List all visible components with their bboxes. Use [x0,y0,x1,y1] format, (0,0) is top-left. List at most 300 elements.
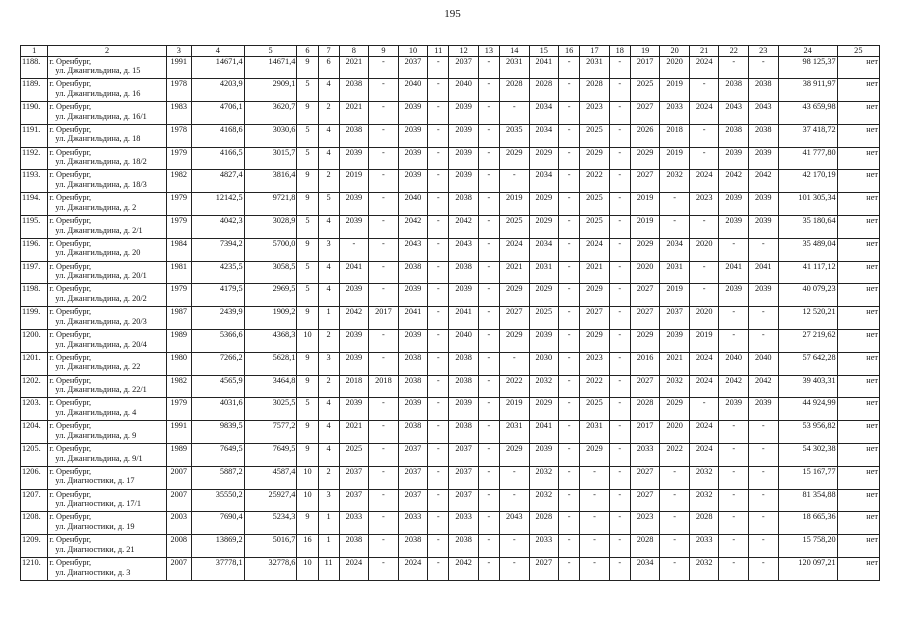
column-header: 16 [559,46,580,57]
table-row [21,124,880,147]
address-city: г. Оренбург, [49,375,92,385]
cell-c11: - [428,444,449,467]
cell-c17: 2029 [580,284,610,307]
cell-c9: - [369,56,399,79]
address-street: ул. Джангильдина, д. 20 [55,248,141,258]
cell-c20: 2034 [660,238,690,261]
column-header: 22 [719,46,749,57]
cell-c21: 2019 [689,330,719,353]
cell-c22: 2038 [719,124,749,147]
cell-s1: 4235,5 [191,261,244,284]
cell-e: 2 [318,330,339,353]
cell-c9: - [369,489,399,512]
cell-c24: 15 758,20 [778,535,837,558]
column-header: 11 [428,46,449,57]
cell-c24: 57 642,28 [778,352,837,375]
row-number: 1189. [21,79,48,102]
page-number: 195 [444,8,461,20]
column-header: 8 [339,46,369,57]
cell-s1: 4827,4 [191,170,244,193]
cell-c15: 2029 [529,216,559,239]
cell-c25: нет [837,238,879,261]
cell-c15: 2034 [529,124,559,147]
cell-c13: - [478,444,499,467]
row-number: 1197. [21,261,48,284]
cell-c17: 2025 [580,398,610,421]
cell-c8: 2039 [339,193,369,216]
cell-c18: - [609,238,630,261]
cell-s1: 9839,5 [191,421,244,444]
cell-c9: - [369,466,399,489]
cell-c16: - [559,535,580,558]
cell-c19: 2025 [630,79,660,102]
cell-c8: 2021 [339,102,369,125]
cell-e: 4 [318,79,339,102]
cell-c20: - [660,466,690,489]
cell-c18: - [609,330,630,353]
cell-c19: 2028 [630,535,660,558]
cell-c24: 41 117,12 [778,261,837,284]
cell-s1: 7394,2 [191,238,244,261]
cell-c25: нет [837,535,879,558]
cell-e: 11 [318,558,339,581]
cell-c19: 2020 [630,261,660,284]
cell-c18: - [609,193,630,216]
cell-c15: 2032 [529,489,559,512]
cell-c23: - [749,421,779,444]
cell-c9: - [369,124,399,147]
cell-c13: - [478,330,499,353]
cell-e: 4 [318,284,339,307]
cell-c13: - [478,284,499,307]
cell-s1: 4203,9 [191,79,244,102]
cell-c25: нет [837,466,879,489]
cell-c16: - [559,124,580,147]
cell-c25: нет [837,558,879,581]
cell-c9: - [369,352,399,375]
cell-c10: 2024 [398,558,428,581]
cell-f: 9 [297,512,318,535]
table-row [21,261,880,284]
cell-c16: - [559,56,580,79]
cell-c23: - [749,512,779,535]
cell-c17: 2027 [580,307,610,330]
cell-c8: 2042 [339,307,369,330]
cell-e: 6 [318,56,339,79]
cell-c11: - [428,284,449,307]
address-cell [48,238,166,261]
cell-c17: 2022 [580,375,610,398]
cell-c21: 2023 [689,193,719,216]
row-number: 1196. [21,238,48,261]
cell-e: 4 [318,124,339,147]
table-row [21,330,880,353]
cell-s2: 7577,2 [244,421,297,444]
cell-c20: 2020 [660,421,690,444]
cell-c25: нет [837,147,879,170]
cell-c24: 15 167,77 [778,466,837,489]
cell-f: 9 [297,193,318,216]
cell-c21: - [689,261,719,284]
cell-c11: - [428,56,449,79]
cell-c13: - [478,375,499,398]
cell-c17: 2031 [580,56,610,79]
cell-c12: 2039 [449,170,479,193]
cell-c8: 2021 [339,56,369,79]
row-number: 1193. [21,170,48,193]
cell-c20: - [660,558,690,581]
table-row [21,352,880,375]
cell-f: 5 [297,398,318,421]
address-city: г. Оренбург, [49,307,92,317]
table-row [21,238,880,261]
cell-c10: 2038 [398,352,428,375]
row-number: 1208. [21,512,48,535]
column-header: 3 [166,46,191,57]
cell-c15: 2029 [529,284,559,307]
address-street: ул. Диагностики, д. 3 [55,567,131,577]
cell-c21: - [689,284,719,307]
cell-c21: - [689,147,719,170]
cell-c23: - [749,307,779,330]
cell-c12: 2039 [449,124,479,147]
cell-c16: - [559,466,580,489]
cell-c20: 2029 [660,398,690,421]
row-number: 1206. [21,466,48,489]
cell-c17: 2029 [580,330,610,353]
cell-c10: 2043 [398,238,428,261]
cell-c16: - [559,238,580,261]
row-number: 1192. [21,147,48,170]
table-row [21,56,880,79]
cell-c9: - [369,558,399,581]
cell-c16: - [559,102,580,125]
cell-c20: 2018 [660,124,690,147]
cell-c10: 2039 [398,124,428,147]
cell-c10: 2039 [398,398,428,421]
cell-c8: 2039 [339,330,369,353]
address-cell [48,444,166,467]
table-row [21,444,880,467]
address-street: ул. Джангильдина, д. 20/2 [55,293,147,303]
cell-c20: - [660,193,690,216]
cell-c16: - [559,261,580,284]
address-cell [48,489,166,512]
cell-s2: 3464,8 [244,375,297,398]
cell-c14: 2035 [499,124,529,147]
cell-c19: 2016 [630,352,660,375]
cell-s1: 12142,5 [191,193,244,216]
cell-c22: - [719,444,749,467]
cell-c22: - [719,512,749,535]
cell-c16: - [559,375,580,398]
cell-s1: 4565,9 [191,375,244,398]
cell-c24: 27 219,62 [778,330,837,353]
cell-c19: 2027 [630,375,660,398]
cell-c18: - [609,56,630,79]
cell-c22: 2042 [719,170,749,193]
cell-c20: 2039 [660,330,690,353]
cell-c10: 2039 [398,170,428,193]
cell-c14: 2021 [499,261,529,284]
cell-c17: 2031 [580,421,610,444]
cell-c8: 2038 [339,79,369,102]
cell-c19: 2027 [630,284,660,307]
cell-c25: нет [837,170,879,193]
cell-c16: - [559,421,580,444]
cell-c21: 2024 [689,102,719,125]
cell-c23: 2039 [749,284,779,307]
address-street: ул. Диагностики, д. 19 [55,521,135,531]
address-city: г. Оренбург, [49,261,92,271]
cell-y: 1979 [166,284,191,307]
cell-c18: - [609,124,630,147]
address-street: ул. Джангильдина, д. 20/3 [55,316,147,326]
cell-c15: 2029 [529,147,559,170]
cell-e: 1 [318,535,339,558]
cell-c10: 2037 [398,56,428,79]
cell-c25: нет [837,398,879,421]
table-row [21,284,880,307]
cell-c8: 2039 [339,147,369,170]
cell-e: 2 [318,170,339,193]
address-city: г. Оренбург, [49,466,92,476]
cell-c9: - [369,444,399,467]
cell-c13: - [478,352,499,375]
cell-c17: 2022 [580,170,610,193]
column-header: 18 [609,46,630,57]
cell-c13: - [478,102,499,125]
address-street: ул. Джангильдина, д. 20/4 [55,339,147,349]
cell-f: 9 [297,421,318,444]
cell-s1: 4042,3 [191,216,244,239]
cell-s1: 4168,6 [191,124,244,147]
cell-e: 2 [318,102,339,125]
address-street: ул. Джангильдина, д. 18/3 [55,179,147,189]
cell-c21: 2028 [689,512,719,535]
cell-c10: 2037 [398,489,428,512]
address-street: ул. Джангильдина, д. 22 [55,362,141,372]
cell-c13: - [478,512,499,535]
cell-c22: - [719,489,749,512]
cell-c14: - [499,466,529,489]
row-number: 1195. [21,216,48,239]
cell-f: 5 [297,284,318,307]
cell-c19: 2019 [630,216,660,239]
cell-c25: нет [837,489,879,512]
address-city: г. Оренбург, [49,512,92,522]
cell-y: 1978 [166,79,191,102]
cell-c10: 2038 [398,535,428,558]
cell-c23: - [749,489,779,512]
cell-c25: нет [837,352,879,375]
address-cell [48,352,166,375]
address-city: г. Оренбург, [49,284,92,294]
cell-c12: 2039 [449,398,479,421]
cell-c15: 2028 [529,512,559,535]
cell-c25: нет [837,193,879,216]
cell-c15: 2032 [529,466,559,489]
cell-c18: - [609,216,630,239]
cell-c25: нет [837,512,879,535]
table-row [21,489,880,512]
cell-c24: 54 302,38 [778,444,837,467]
address-cell [48,535,166,558]
cell-c16: - [559,512,580,535]
cell-c12: 2033 [449,512,479,535]
cell-c14: 2019 [499,398,529,421]
cell-c15: 2034 [529,238,559,261]
cell-y: 1981 [166,261,191,284]
cell-c16: - [559,444,580,467]
cell-c24: 42 170,19 [778,170,837,193]
cell-c23: 2042 [749,375,779,398]
cell-c19: 2029 [630,238,660,261]
cell-c9: - [369,79,399,102]
cell-c12: 2038 [449,535,479,558]
cell-c22: - [719,421,749,444]
cell-c16: - [559,558,580,581]
cell-c11: - [428,535,449,558]
address-street: ул. Джангильдина, д. 9 [55,430,137,440]
cell-s1: 5366,6 [191,330,244,353]
cell-c12: 2040 [449,330,479,353]
cell-c18: - [609,421,630,444]
cell-y: 1991 [166,421,191,444]
cell-c11: - [428,375,449,398]
cell-c11: - [428,216,449,239]
cell-c8: 2039 [339,352,369,375]
cell-c20: 2032 [660,170,690,193]
cell-c18: - [609,307,630,330]
cell-s2: 5628,1 [244,352,297,375]
cell-c23: 2043 [749,102,779,125]
cell-c15: 2041 [529,56,559,79]
address-city: г. Оренбург, [49,238,92,248]
cell-c14: 2029 [499,330,529,353]
cell-c13: - [478,193,499,216]
address-street: ул. Диагностики, д. 17 [55,476,135,486]
cell-c21: 2032 [689,489,719,512]
cell-c16: - [559,352,580,375]
cell-f: 5 [297,147,318,170]
header-row [21,46,880,57]
cell-f: 10 [297,466,318,489]
cell-c12: 2038 [449,375,479,398]
cell-c10: 2038 [398,375,428,398]
cell-y: 1982 [166,375,191,398]
cell-f: 10 [297,558,318,581]
address-city: г. Оренбург, [49,147,92,157]
cell-f: 9 [297,170,318,193]
cell-c8: 2018 [339,375,369,398]
cell-c12: 2039 [449,102,479,125]
row-number: 1188. [21,56,48,79]
cell-s2: 2909,1 [244,79,297,102]
cell-c15: 2034 [529,102,559,125]
address-cell [48,558,166,581]
column-header: 25 [837,46,879,57]
cell-c19: 2027 [630,170,660,193]
cell-c14: - [499,102,529,125]
address-cell [48,398,166,421]
cell-c11: - [428,398,449,421]
cell-s1: 5887,2 [191,466,244,489]
cell-c24: 39 403,31 [778,375,837,398]
cell-c22: 2041 [719,261,749,284]
cell-c11: - [428,352,449,375]
cell-c23: 2040 [749,352,779,375]
cell-c16: - [559,193,580,216]
cell-s1: 37778,1 [191,558,244,581]
cell-c21: 2020 [689,307,719,330]
row-number: 1203. [21,398,48,421]
column-header: 4 [191,46,244,57]
cell-c17: 2023 [580,352,610,375]
column-header: 13 [478,46,499,57]
cell-c18: - [609,398,630,421]
cell-c17: 2025 [580,124,610,147]
column-header: 9 [369,46,399,57]
cell-c11: - [428,466,449,489]
address-cell [48,330,166,353]
address-city: г. Оренбург, [49,421,92,431]
cell-c16: - [559,307,580,330]
column-header: 15 [529,46,559,57]
address-city: г. Оренбург, [49,79,92,89]
cell-c21: 2024 [689,444,719,467]
cell-c17: 2025 [580,216,610,239]
cell-c15: 2031 [529,261,559,284]
cell-c9: - [369,102,399,125]
cell-c16: - [559,79,580,102]
cell-c9: - [369,398,399,421]
cell-f: 9 [297,352,318,375]
cell-c15: 2029 [529,193,559,216]
cell-c22: - [719,238,749,261]
cell-c21: 2033 [689,535,719,558]
cell-c11: - [428,170,449,193]
cell-c9: - [369,284,399,307]
cell-c23: - [749,238,779,261]
cell-s2: 3816,4 [244,170,297,193]
cell-c24: 35 489,04 [778,238,837,261]
cell-c22: - [719,56,749,79]
cell-c13: - [478,421,499,444]
column-header: 12 [449,46,479,57]
cell-c20: 2021 [660,352,690,375]
cell-c22: 2039 [719,398,749,421]
cell-c12: 2039 [449,147,479,170]
cell-c9: - [369,421,399,444]
cell-c13: - [478,261,499,284]
cell-e: 4 [318,444,339,467]
cell-c20: 2022 [660,444,690,467]
cell-c22: 2042 [719,375,749,398]
cell-c23: 2038 [749,79,779,102]
cell-c11: - [428,124,449,147]
cell-y: 1987 [166,307,191,330]
cell-c23: 2041 [749,261,779,284]
row-number: 1199. [21,307,48,330]
cell-s2: 3028,9 [244,216,297,239]
cell-c11: - [428,558,449,581]
row-number: 1191. [21,124,48,147]
cell-c25: нет [837,216,879,239]
cell-e: 2 [318,375,339,398]
cell-y: 1979 [166,216,191,239]
cell-c11: - [428,512,449,535]
